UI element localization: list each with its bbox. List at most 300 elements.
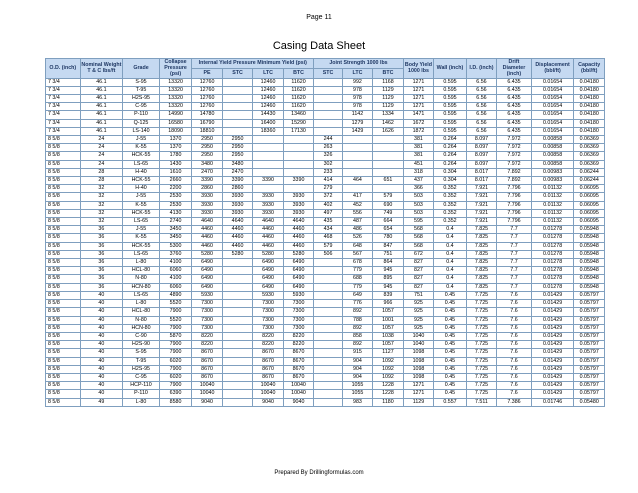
cell-od: 8 5/8 (46, 341, 81, 349)
cell-id: 7.825 (466, 242, 496, 250)
cell-iy-btc: 6490 (283, 267, 314, 275)
table-row (46, 382, 605, 390)
cell-collapse: 2740 (159, 218, 192, 226)
cell-capacity: 0.05948 (574, 226, 605, 234)
cell-grade: L-80 (123, 398, 160, 406)
cell-collapse: 13320 (159, 86, 192, 94)
cell-iy-pe: 9040 (192, 398, 222, 406)
cell-weight: 32 (80, 218, 123, 226)
cell-weight: 28 (80, 177, 123, 185)
cell-iy-stc (222, 283, 252, 291)
cell-body-yield: 1271 (403, 390, 433, 398)
cell-js-stc: 468 (314, 234, 342, 242)
cell-iy-ltc: 6490 (253, 267, 283, 275)
cell-wall: 0.595 (434, 78, 467, 86)
cell-collapse: 13320 (159, 78, 192, 86)
cell-js-btc: 651 (373, 177, 404, 185)
cell-collapse: 5520 (159, 300, 192, 308)
cell-iy-pe: 3930 (192, 201, 222, 209)
cell-iy-stc: 2950 (222, 136, 252, 144)
cell-displacement: 0.01429 (531, 382, 574, 390)
cell-drift: 7.7 (497, 275, 532, 283)
cell-js-stc (314, 332, 342, 340)
cell-od: 8 5/8 (46, 250, 81, 258)
cell-id: 7.825 (466, 234, 496, 242)
table-row (46, 144, 605, 152)
cell-iy-btc: 10040 (283, 390, 314, 398)
cell-displacement: 0.00983 (531, 168, 574, 176)
cell-js-ltc (342, 152, 372, 160)
cell-iy-ltc: 18360 (253, 127, 283, 135)
cell-weight: 36 (80, 267, 123, 275)
cell-iy-stc (222, 300, 252, 308)
cell-body-yield: 1872 (403, 127, 433, 135)
cell-id: 7.725 (466, 300, 496, 308)
cell-drift: 7.7 (497, 226, 532, 234)
cell-iy-btc: 6490 (283, 283, 314, 291)
cell-body-yield: 827 (403, 267, 433, 275)
cell-iy-pe: 2860 (192, 185, 222, 193)
cell-collapse: 2660 (159, 177, 192, 185)
cell-wall: 0.352 (434, 185, 467, 193)
cell-collapse: 6060 (159, 267, 192, 275)
cell-body-yield: 318 (403, 168, 433, 176)
cell-js-stc (314, 300, 342, 308)
cell-iy-pe: 16790 (192, 119, 222, 127)
cell-js-btc: 1129 (373, 86, 404, 94)
cell-od: 8 5/8 (46, 291, 81, 299)
cell-iy-ltc: 12460 (253, 86, 283, 94)
cell-js-ltc: 556 (342, 209, 372, 217)
cell-od: 8 5/8 (46, 152, 81, 160)
cell-iy-ltc (253, 160, 283, 168)
cell-js-stc (314, 119, 342, 127)
cell-js-btc: 1038 (373, 332, 404, 340)
cell-collapse: 3450 (159, 226, 192, 234)
cell-body-yield: 381 (403, 152, 433, 160)
cell-capacity: 0.05797 (574, 373, 605, 381)
cell-iy-btc: 3930 (283, 201, 314, 209)
subheader-ltc: LTC (253, 68, 283, 78)
cell-displacement: 0.01278 (531, 283, 574, 291)
cell-weight: 24 (80, 160, 123, 168)
cell-iy-stc: 3390 (222, 177, 252, 185)
cell-id: 8.017 (466, 168, 496, 176)
cell-capacity: 0.06095 (574, 209, 605, 217)
cell-wall: 0.595 (434, 127, 467, 135)
table-row (46, 275, 605, 283)
cell-js-stc (314, 398, 342, 406)
cell-js-ltc: 776 (342, 300, 372, 308)
cell-iy-ltc: 8220 (253, 341, 283, 349)
cell-js-ltc: 992 (342, 78, 372, 86)
cell-js-stc (314, 308, 342, 316)
cell-body-yield: 751 (403, 291, 433, 299)
cell-iy-pe: 7300 (192, 300, 222, 308)
cell-body-yield: 1271 (403, 382, 433, 390)
cell-drift: 7.7 (497, 242, 532, 250)
cell-displacement: 0.01429 (531, 365, 574, 373)
cell-body-yield: 925 (403, 316, 433, 324)
cell-iy-stc (222, 349, 252, 357)
cell-iy-btc: 11620 (283, 95, 314, 103)
table-row (46, 185, 605, 193)
cell-js-btc: 945 (373, 283, 404, 291)
cell-grade: LS-140 (123, 127, 160, 135)
cell-iy-stc (222, 365, 252, 373)
table-row (46, 177, 605, 185)
cell-od: 8 5/8 (46, 349, 81, 357)
cell-iy-stc (222, 291, 252, 299)
cell-iy-ltc (253, 144, 283, 152)
cell-capacity: 0.05948 (574, 242, 605, 250)
cell-iy-stc (222, 373, 252, 381)
cell-id: 7.725 (466, 308, 496, 316)
cell-js-btc: 1626 (373, 127, 404, 135)
cell-capacity: 0.05948 (574, 259, 605, 267)
cell-js-ltc (342, 136, 372, 144)
cell-js-btc: 780 (373, 234, 404, 242)
cell-iy-pe: 12760 (192, 103, 222, 111)
cell-js-btc: 1129 (373, 103, 404, 111)
cell-id: 7.725 (466, 349, 496, 357)
cell-collapse: 3450 (159, 234, 192, 242)
cell-js-stc (314, 95, 342, 103)
cell-od: 7 3/4 (46, 78, 81, 86)
cell-body-yield: 503 (403, 193, 433, 201)
cell-js-ltc: 486 (342, 226, 372, 234)
cell-body-yield: 827 (403, 283, 433, 291)
cell-wall: 0.45 (434, 341, 467, 349)
cell-js-stc (314, 275, 342, 283)
cell-iy-btc (283, 168, 314, 176)
cell-iy-stc (222, 341, 252, 349)
cell-iy-pe: 8670 (192, 349, 222, 357)
cell-displacement: 0.01429 (531, 308, 574, 316)
cell-collapse: 6020 (159, 373, 192, 381)
cell-wall: 0.45 (434, 382, 467, 390)
cell-drift: 6.435 (497, 78, 532, 86)
cell-displacement: 0.01429 (531, 316, 574, 324)
cell-iy-stc: 3930 (222, 193, 252, 201)
cell-grade: HCK-55 (123, 209, 160, 217)
cell-displacement: 0.01278 (531, 234, 574, 242)
cell-od: 8 5/8 (46, 324, 81, 332)
cell-js-stc (314, 390, 342, 398)
cell-iy-pe: 3930 (192, 209, 222, 217)
cell-collapse: 13320 (159, 103, 192, 111)
cell-wall: 0.4 (434, 226, 467, 234)
cell-iy-btc: 3390 (283, 177, 314, 185)
cell-body-yield: 381 (403, 144, 433, 152)
cell-id: 7.921 (466, 185, 496, 193)
cell-capacity: 0.05797 (574, 365, 605, 373)
header-id: I.D. (inch) (466, 59, 496, 79)
cell-iy-btc: 11620 (283, 78, 314, 86)
cell-capacity: 0.05797 (574, 341, 605, 349)
cell-collapse: 3760 (159, 250, 192, 258)
cell-wall: 0.595 (434, 119, 467, 127)
cell-js-stc (314, 324, 342, 332)
cell-wall: 0.45 (434, 357, 467, 365)
cell-js-stc: 402 (314, 201, 342, 209)
cell-wall: 0.304 (434, 177, 467, 185)
cell-iy-btc (283, 185, 314, 193)
cell-od: 8 5/8 (46, 300, 81, 308)
cell-iy-ltc: 10040 (253, 390, 283, 398)
cell-grade: HCK-55 (123, 152, 160, 160)
cell-js-ltc: 464 (342, 177, 372, 185)
cell-iy-pe: 12760 (192, 95, 222, 103)
cell-drift: 7.6 (497, 291, 532, 299)
cell-js-stc: 506 (314, 250, 342, 258)
cell-grade: H2S-95 (123, 95, 160, 103)
cell-id: 7.825 (466, 250, 496, 258)
cell-iy-btc: 8220 (283, 341, 314, 349)
cell-grade: H2S-90 (123, 341, 160, 349)
cell-iy-stc (222, 95, 252, 103)
cell-id: 7.921 (466, 193, 496, 201)
cell-body-yield: 568 (403, 226, 433, 234)
cell-iy-btc: 17130 (283, 127, 314, 135)
cell-js-stc (314, 365, 342, 373)
cell-weight: 32 (80, 193, 123, 201)
cell-wall: 0.4 (434, 250, 467, 258)
cell-displacement: 0.01132 (531, 201, 574, 209)
cell-iy-pe: 4640 (192, 218, 222, 226)
cell-drift: 7.6 (497, 308, 532, 316)
cell-body-yield: 1098 (403, 365, 433, 373)
cell-drift: 7.972 (497, 136, 532, 144)
cell-js-stc (314, 127, 342, 135)
cell-iy-pe: 3480 (192, 160, 222, 168)
cell-js-ltc: 688 (342, 275, 372, 283)
cell-weight: 36 (80, 234, 123, 242)
cell-js-stc: 326 (314, 152, 342, 160)
cell-wall: 0.595 (434, 111, 467, 119)
cell-od: 8 5/8 (46, 275, 81, 283)
cell-js-ltc (342, 168, 372, 176)
header-wall: Wall (inch) (434, 59, 467, 79)
cell-id: 7.725 (466, 357, 496, 365)
cell-drift: 6.435 (497, 111, 532, 119)
cell-wall: 0.264 (434, 152, 467, 160)
cell-drift: 7.6 (497, 341, 532, 349)
cell-grade: N-80 (123, 316, 160, 324)
cell-grade: C-95 (123, 103, 160, 111)
cell-iy-ltc: 7300 (253, 316, 283, 324)
table-row (46, 324, 605, 332)
cell-wall: 0.45 (434, 316, 467, 324)
cell-grade: H-40 (123, 168, 160, 176)
cell-js-btc: 1228 (373, 382, 404, 390)
cell-displacement: 0.00858 (531, 136, 574, 144)
cell-body-yield: 1098 (403, 349, 433, 357)
cell-js-ltc: 648 (342, 242, 372, 250)
cell-od: 8 5/8 (46, 390, 81, 398)
cell-displacement: 0.00983 (531, 177, 574, 185)
cell-iy-ltc: 7300 (253, 308, 283, 316)
cell-od: 8 5/8 (46, 267, 81, 275)
cell-weight: 46.1 (80, 86, 123, 94)
cell-js-stc: 302 (314, 160, 342, 168)
cell-wall: 0.557 (434, 398, 467, 406)
cell-drift: 7.796 (497, 193, 532, 201)
cell-js-btc (373, 185, 404, 193)
table-row (46, 300, 605, 308)
cell-iy-btc: 8670 (283, 349, 314, 357)
header-displacement: Displacement (bbl/ft) (531, 59, 574, 79)
cell-id: 7.725 (466, 316, 496, 324)
cell-iy-btc: 15290 (283, 119, 314, 127)
cell-weight: 46.1 (80, 95, 123, 103)
cell-iy-stc (222, 332, 252, 340)
cell-id: 7.921 (466, 209, 496, 217)
cell-body-yield: 595 (403, 218, 433, 226)
cell-capacity: 0.05797 (574, 390, 605, 398)
cell-grade: S-95 (123, 78, 160, 86)
cell-weight: 32 (80, 201, 123, 209)
cell-wall: 0.304 (434, 168, 467, 176)
cell-displacement: 0.01654 (531, 86, 574, 94)
cell-iy-ltc (253, 136, 283, 144)
cell-js-ltc: 452 (342, 201, 372, 209)
cell-wall: 0.4 (434, 234, 467, 242)
cell-od: 7 3/4 (46, 119, 81, 127)
cell-js-stc (314, 291, 342, 299)
cell-body-yield: 1672 (403, 119, 433, 127)
cell-js-ltc: 567 (342, 250, 372, 258)
cell-iy-stc: 4460 (222, 234, 252, 242)
cell-displacement: 0.01429 (531, 324, 574, 332)
cell-collapse: 2530 (159, 201, 192, 209)
cell-wall: 0.264 (434, 144, 467, 152)
cell-js-ltc: 1142 (342, 111, 372, 119)
cell-drift: 7.796 (497, 209, 532, 217)
cell-weight: 40 (80, 390, 123, 398)
cell-js-ltc: 892 (342, 324, 372, 332)
cell-iy-btc: 4460 (283, 226, 314, 234)
cell-iy-stc: 2950 (222, 152, 252, 160)
cell-js-btc: 1057 (373, 308, 404, 316)
cell-id: 8.017 (466, 177, 496, 185)
cell-capacity: 0.04180 (574, 86, 605, 94)
cell-collapse: 7900 (159, 382, 192, 390)
cell-iy-pe: 12760 (192, 86, 222, 94)
cell-iy-stc: 2470 (222, 168, 252, 176)
cell-weight: 36 (80, 242, 123, 250)
table-row (46, 349, 605, 357)
cell-iy-btc: 8220 (283, 332, 314, 340)
cell-js-btc (373, 136, 404, 144)
cell-displacement: 0.01132 (531, 193, 574, 201)
cell-od: 8 5/8 (46, 242, 81, 250)
cell-id: 8.097 (466, 136, 496, 144)
cell-js-stc (314, 373, 342, 381)
cell-iy-btc (283, 136, 314, 144)
cell-iy-pe: 7300 (192, 316, 222, 324)
cell-capacity: 0.05948 (574, 283, 605, 291)
cell-drift: 7.6 (497, 324, 532, 332)
cell-drift: 7.7 (497, 250, 532, 258)
cell-grade: L-80 (123, 259, 160, 267)
cell-js-ltc: 915 (342, 349, 372, 357)
cell-od: 8 5/8 (46, 201, 81, 209)
cell-js-btc: 1057 (373, 341, 404, 349)
cell-body-yield: 381 (403, 136, 433, 144)
cell-od: 7 3/4 (46, 86, 81, 94)
cell-displacement: 0.01429 (531, 300, 574, 308)
cell-iy-btc: 11620 (283, 103, 314, 111)
cell-grade: H2S-95 (123, 365, 160, 373)
cell-grade: P-110 (123, 390, 160, 398)
cell-iy-pe: 6490 (192, 283, 222, 291)
cell-iy-stc (222, 111, 252, 119)
subheader-stc: STC (222, 68, 252, 78)
cell-id: 7.921 (466, 218, 496, 226)
cell-wall: 0.4 (434, 259, 467, 267)
cell-drift: 7.972 (497, 160, 532, 168)
cell-body-yield: 925 (403, 300, 433, 308)
cell-od: 8 5/8 (46, 160, 81, 168)
cell-iy-ltc: 6490 (253, 275, 283, 283)
cell-od: 8 5/8 (46, 373, 81, 381)
cell-js-btc: 847 (373, 242, 404, 250)
cell-wall: 0.352 (434, 218, 467, 226)
cell-body-yield: 1471 (403, 111, 433, 119)
table-row (46, 234, 605, 242)
cell-js-ltc: 904 (342, 357, 372, 365)
cell-js-stc (314, 357, 342, 365)
cell-capacity: 0.04180 (574, 103, 605, 111)
cell-iy-ltc: 3930 (253, 193, 283, 201)
cell-iy-stc (222, 78, 252, 86)
cell-weight: 36 (80, 226, 123, 234)
cell-iy-pe: 7300 (192, 324, 222, 332)
cell-wall: 0.4 (434, 242, 467, 250)
cell-displacement: 0.01654 (531, 95, 574, 103)
cell-js-ltc: 1055 (342, 390, 372, 398)
cell-js-stc: 414 (314, 177, 342, 185)
table-row (46, 398, 605, 406)
cell-displacement: 0.01746 (531, 398, 574, 406)
cell-js-btc: 895 (373, 275, 404, 283)
cell-wall: 0.45 (434, 349, 467, 357)
table-row (46, 218, 605, 226)
cell-od: 8 5/8 (46, 398, 81, 406)
cell-js-ltc: 526 (342, 234, 372, 242)
cell-id: 6.56 (466, 119, 496, 127)
cell-js-btc: 1334 (373, 111, 404, 119)
cell-weight: 40 (80, 291, 123, 299)
cell-iy-btc: 10040 (283, 382, 314, 390)
cell-id: 7.725 (466, 382, 496, 390)
cell-weight: 40 (80, 341, 123, 349)
cell-iy-stc (222, 86, 252, 94)
cell-collapse: 6390 (159, 390, 192, 398)
header-internal-yield: Internal Yield Pressure Minimum Yield (psi) (192, 59, 314, 69)
cell-id: 7.725 (466, 341, 496, 349)
cell-collapse: 7900 (159, 324, 192, 332)
table-row (46, 119, 605, 127)
cell-displacement: 0.01429 (531, 357, 574, 365)
cell-displacement: 0.01132 (531, 218, 574, 226)
cell-iy-stc (222, 127, 252, 135)
cell-weight: 46.1 (80, 103, 123, 111)
cell-body-yield: 437 (403, 177, 433, 185)
cell-weight: 36 (80, 259, 123, 267)
cell-iy-pe: 8220 (192, 341, 222, 349)
